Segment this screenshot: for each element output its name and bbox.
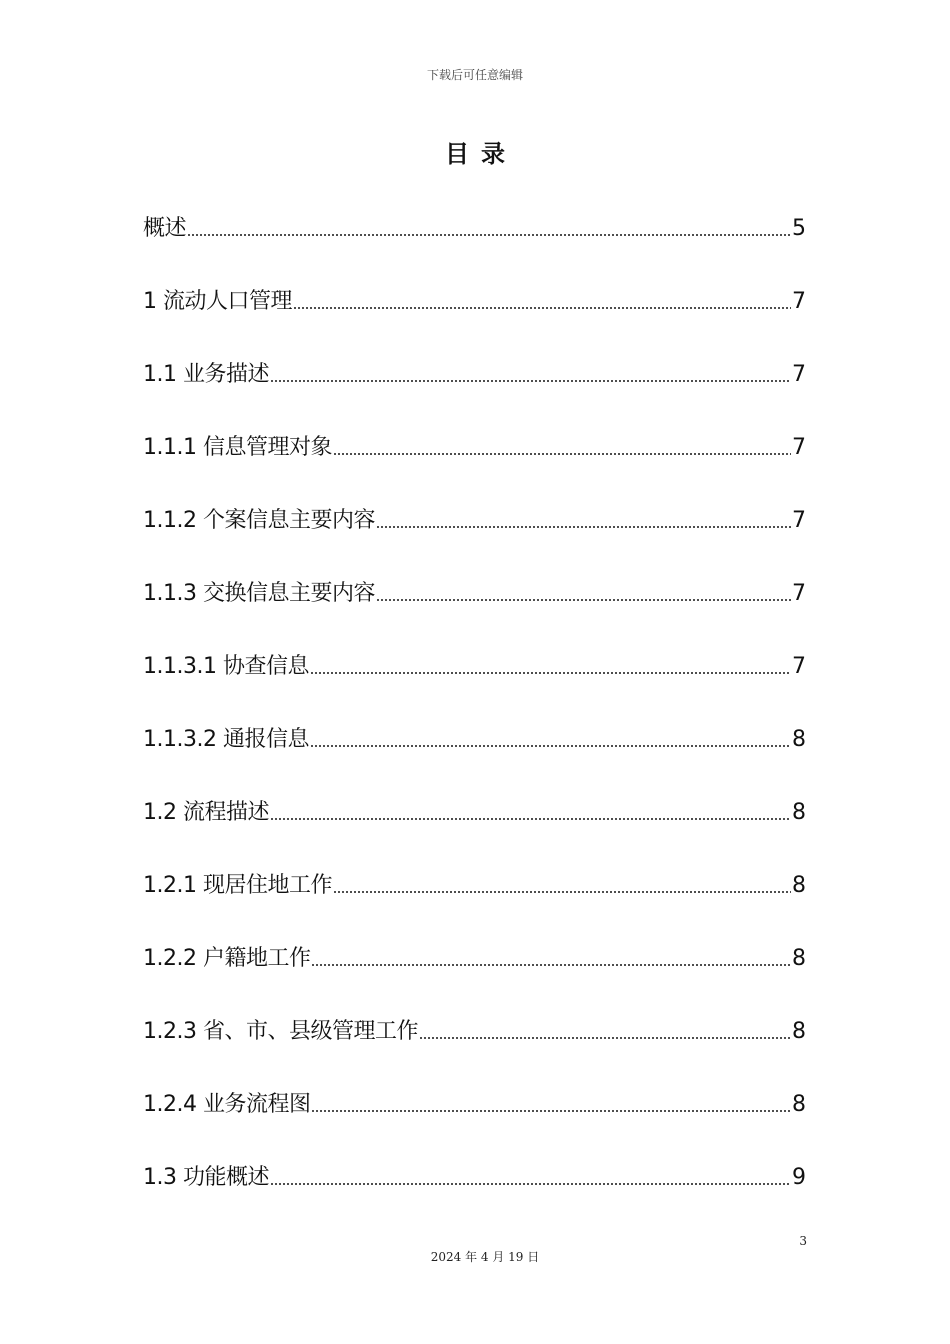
toc-entry-page: 7 [792,507,806,533]
toc-entry-page: 7 [792,434,806,460]
toc-entry[interactable] [143,630,806,703]
toc-dot-leader [376,598,791,602]
toc-dot-leader [310,671,791,675]
toc-entry-text: 1.2 流程描述 [143,799,269,825]
footer-date: 2024 年 4 月 19 日 [430,1250,540,1264]
toc-dot-leader [376,525,791,529]
toc-entry[interactable] [143,338,806,411]
toc-entry-text: 1 流动人口管理 [143,288,292,314]
page-number: 3 [799,1234,807,1248]
toc-entry-text: 1.2.3 省、市、县级管理工作 [143,1018,418,1044]
toc-entry[interactable] [143,557,806,630]
toc-entry-page: 8 [792,945,806,971]
toc-entry-text: 1.2.2 户籍地工作 [143,945,311,971]
toc-entry[interactable] [143,411,806,484]
toc-dot-leader [310,744,791,748]
toc-entry-text: 1.1.3.2 通报信息 [143,726,309,752]
toc-entry-page: 8 [792,1091,806,1117]
toc-entry-page: 8 [792,872,806,898]
toc-dot-leader [270,817,791,821]
toc-entry-page: 7 [792,653,806,679]
toc-entry[interactable] [143,849,806,922]
toc-entry-text: 1.1.2 个案信息主要内容 [143,507,375,533]
toc-dot-leader [187,233,791,237]
toc-entry[interactable] [143,192,806,265]
toc-dot-leader [333,890,791,894]
toc-dot-leader [293,306,791,310]
toc-entry-page: 7 [792,361,806,387]
toc-entry-text: 1.1.3.1 协查信息 [143,653,309,679]
toc-entry-page: 7 [792,580,806,606]
toc-entry-text: 1.2.4 业务流程图 [143,1091,311,1117]
toc-dot-leader [270,1182,791,1186]
toc-dot-leader [419,1036,791,1040]
toc-entry-page: 5 [792,215,806,241]
toc-entry-page: 8 [792,1018,806,1044]
toc-entry-text: 1.3 功能概述 [143,1164,269,1190]
toc-entry-text: 1.2.1 现居住地工作 [143,872,332,898]
toc-dot-leader [311,963,791,967]
toc-entry[interactable] [143,776,806,849]
toc-dot-leader [333,452,791,456]
toc-entry-text: 概述 [143,215,187,241]
toc-entry[interactable] [143,922,806,995]
toc-entry-text: 1.1.3 交换信息主要内容 [143,580,375,606]
toc-entry[interactable] [143,995,806,1068]
toc-entry[interactable] [143,1068,806,1141]
toc-entry-page: 8 [792,726,806,752]
toc-entry-page: 7 [792,288,806,314]
toc-entry[interactable] [143,265,806,338]
toc-dot-leader [270,379,791,383]
toc-entry[interactable] [143,484,806,557]
toc-entry-page: 9 [792,1164,806,1190]
table-of-contents [143,192,806,1214]
toc-entry-text: 1.1.1 信息管理对象 [143,434,332,460]
toc-dot-leader [311,1109,791,1113]
toc-entry[interactable] [143,703,806,776]
page-header-note: 下载后可任意编辑 [426,68,523,82]
toc-entry-page: 8 [792,799,806,825]
toc-entry-text: 1.1 业务描述 [143,361,269,387]
toc-entry[interactable] [143,1141,806,1214]
toc-title: 目录 [445,140,517,168]
